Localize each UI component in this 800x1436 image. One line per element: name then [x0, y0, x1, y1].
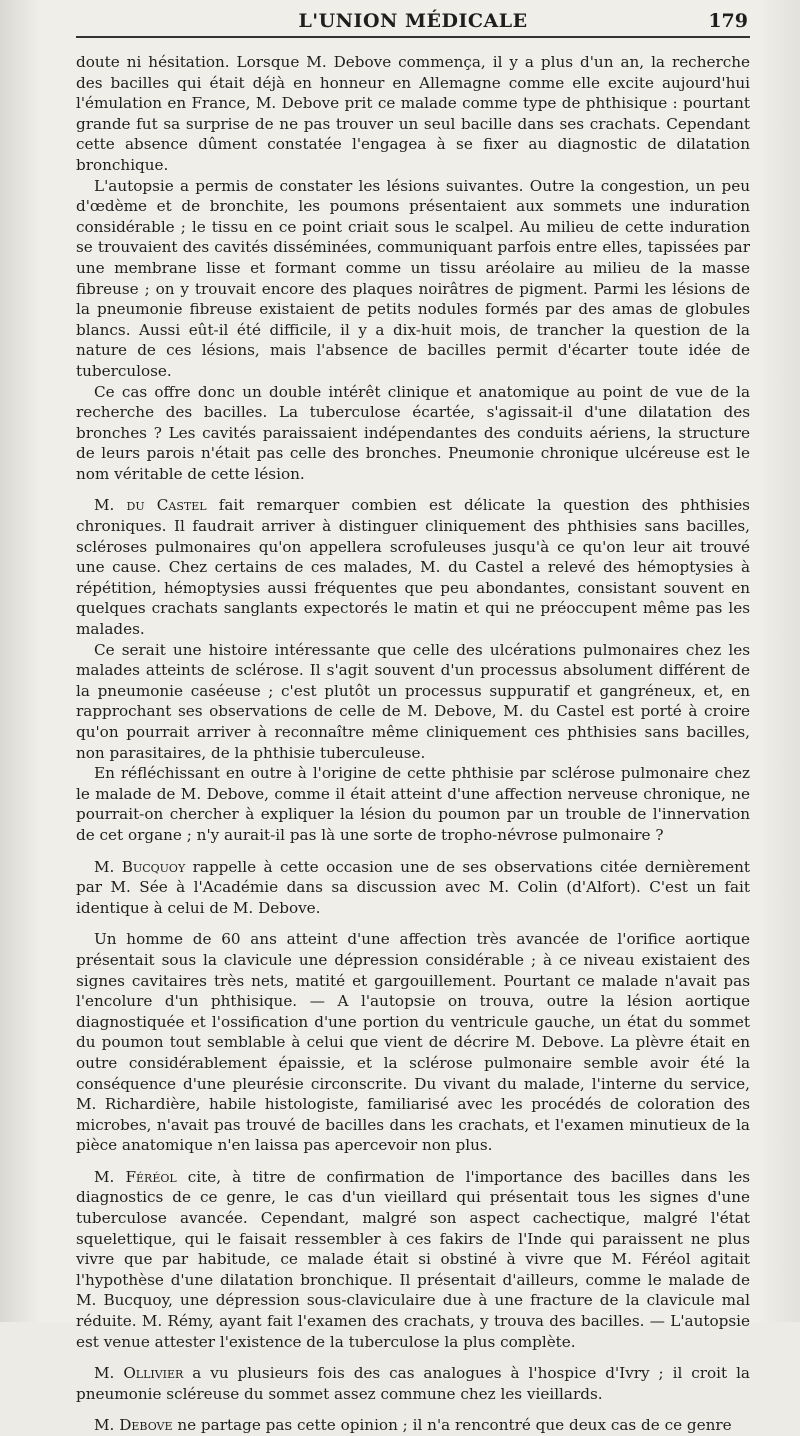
paragraph-4: M. du Castel fait remarquer combien est délicate la question des phthisies chroniques. Il faudrait arriver à distinguer cliniquement des phthisies sans bacilles, scléroses pulmonaires qu'on appellera scrofuleuses jusqu'à ce qu'on leur ait trouvé une cause. Chez certains de ces malades, M. du Castel a relevé des hémoptysies à répétition, hémoptysies aussi fréquentes que peu abondantes, consistant souvent en quelques crachats sanglants expectorés le matin et qui ne préoccupent même pas les malades. — [76, 496, 750, 639]
speaker-name: M. Debove — [94, 1416, 173, 1435]
paragraph-7: M. Bucquoy rappelle à cette occasion une de ses observations citée dernièrement par M. Sée à l'Académie dans sa discussion avec M. Colin (d'Alfort). C'est un fait identique à celui de M. Debove. — [76, 857, 751, 917]
paragraph-6: En réfléchissant en outre à l'origine de cette phthisie par sclérose pulmonaire chez le malade de M. Debove, comme il était atteint d'une affection nerveuse chronique, ne pourrait-on chercher à expliquer la lésion du poumon par un trouble de l'innervation de cet organe ; n'y aurait-il pas là une sorte de tropho-névrose pulmonaire ? — [76, 764, 750, 844]
speaker-name: M. Ollivier — [94, 1364, 184, 1383]
journal-title: L'UNION MÉDICALE — [298, 10, 528, 32]
paragraph-11: M. Debove ne partage pas cette opinion ; il n'a rencontré que deux cas de ce genre — [94, 1416, 732, 1435]
paragraph-3: Ce cas offre donc un double intérêt clinique et anatomique au point de vue de la recherche des bacilles. La tuberculose écartée, s'agissait-il d'une dilatation des bronches ? Les cavités paraissaient indépendantes des conduits aériens, la structure de leurs parois n'était pas celle des bronches. Pneumonie chronique ulcéreuse est le nom véritable de cette lésion. — [76, 382, 750, 483]
article-body — [76, 52, 750, 1436]
running-header — [76, 6, 750, 38]
paragraph-10: M. Ollivier a vu plusieurs fois des cas analogues à l'hospice d'Ivry ; il croit la pneumonie scléreuse du sommet assez commune chez les vieillards. — [76, 1364, 750, 1403]
speaker-name: M. Féréol — [94, 1167, 177, 1186]
paragraph-5: Ce serait une histoire intéressante que celle des ulcérations pulmonaires chez les malades atteints de sclérose. Il s'agit souvent d'un processus absolument différent de la pneumonie caséeuse ; c'est plutôt un processus suppuratif et gangréneux, et, en rapprochant ses observations de celle de M. Debove, M. du Castel est porté à croire qu'on pourrait arriver à reconnaître même cliniquement ces phthisies sans bacilles, non parasitaires, de la phthisie tuberculeuse. — [76, 640, 750, 762]
paragraph-9: M. Féréol cite, à titre de confirmation de l'importance des bacilles dans les diagnostics de ce genre, le cas d'un vieillard qui présentait tous les signes d'une tuberculose avancée. Cependant, malgré son aspect cachectique, malgré l'état squelettique, qui le faisait ressembler à ces fakirs de l'Inde qui paraissent ne plus vivre que par habitude, ce malade était si obstiné à vivre que M. Féréol agitait l'hypothèse d'une dilatation bronchique. Il présentait d'ailleurs, comme le malade de M. Bucquoy, une dépression sous-claviculaire due à une fracture de la clavicule mal réduite. M. Rémy, ayant fait l'examen des crachats, y trouva des bacilles. — L'autopsie est venue attester l'existence de la tuberculose la plus complète. — [76, 1167, 750, 1351]
speaker-name: M. Bucquoy — [94, 857, 186, 876]
paragraph-8: Un homme de 60 ans atteint d'une affection très avancée de l'orifice aortique présentait sous la clavicule une dépression considérable ; à ce niveau existaient des signes cavitaires très nets, matité et gargouillement. Pourtant ce malade n'avait pas l'encolure d'un phthisique. — A l'autopsie on trouva, outre la lésion aortique diagnostiquée et l'ossification d'une portion du ventricule gauche, un état du sommet du poumon tout semblable à celui que vient de décrire M. Debove. La plèvre était en outre considérablement épaissie, et la sclérose pulmonaire semble avoir été la conséquence d'une pleurésie circonscrite. Du vivant du malade, l'interne du service, M. Richardière, habile histologiste, familiarisé avec les procédés de coloration des microbes, n'avait pas trouvé de bacilles dans les crachats, et l'examen minutieux de la pièce anatomique n'en laissa pas apercevoir non plus. — [76, 930, 750, 1155]
speaker-name: M. du Castel — [94, 496, 207, 515]
page-number: 179 — [708, 10, 748, 32]
paragraph-2: L'autopsie a permis de constater les lésions suivantes. Outre la congestion, un peu d'œdème et de bronchite, les poumons présentaient aux sommets une induration considérable ; le tissu en ce point criait sous le scalpel. Au milieu de cette induration se trouvaient des cavités disséminées, communiquant parfois entre elles, tapissées par une membrane lisse et formant comme un tissu aréolaire au milieu de la masse fibreuse ; on y trouvait encore des plaques noirâtres de pigment. Parmi les lésions de la pneumonie fibreuse existaient de petits nodules formés par des amas de globules blancs. Aussi eût-il été difficile, il y a dix-huit mois, de trancher la question de la nature de ces lésions, mais l'absence de bacilles permit d'écarter toute idée de tuberculose. — [76, 176, 750, 380]
paragraph-1: doute ni hésitation. Lorsque M. Debove commença, il y a plus d'un an, la recherche des bacilles qui était déjà en honneur en Allemagne comme elle excite aujourd'hui l'émulation en France, M. Debove prit ce malade comme type de phthisique : pourtant grande fut sa surprise de ne pas trouver un seul bacille dans ses crachats. Cependant cette absence dûment constatée l'engagea à se fixer au diagnostic de dilatation bronchique. — [76, 53, 750, 174]
